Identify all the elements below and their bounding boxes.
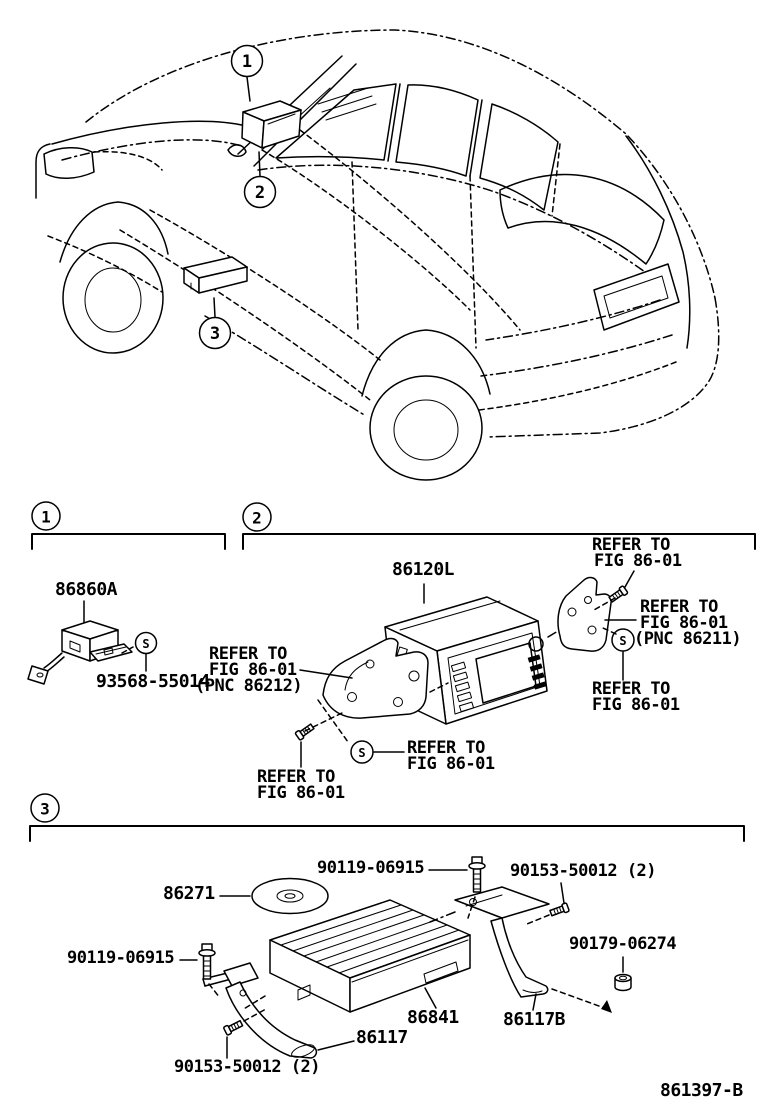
screw-symbol-1-letter: S xyxy=(142,637,150,651)
amplifier-drawing xyxy=(270,900,470,1012)
section-1-header xyxy=(32,502,225,549)
cd-disc-drawing xyxy=(220,879,328,914)
car-callout-1-number: 1 xyxy=(241,52,253,72)
car-callout-2-number: 2 xyxy=(254,183,266,203)
screw-symbol-2-letter: S xyxy=(358,746,366,760)
section-2-header xyxy=(243,503,755,549)
section-3-number: 3 xyxy=(40,799,50,819)
ref-left-line3: (PNC 86212) xyxy=(195,676,303,696)
ref-top-right-line2: FIG 86-01 xyxy=(594,551,682,571)
ref-lower-right-line2: FIG 86-01 xyxy=(592,695,680,715)
car-callout-2 xyxy=(245,177,276,208)
part-label-bracket-left: 86117 xyxy=(356,1027,408,1048)
screw-bottom-90153-drawing xyxy=(223,1019,243,1035)
in-car-amplifier xyxy=(184,257,247,293)
car-callout-3 xyxy=(200,318,231,349)
section-2-number: 2 xyxy=(252,508,262,528)
figure-code: 861397-B xyxy=(660,1080,743,1101)
ref-left-line1: REFER TO xyxy=(209,644,287,664)
section-1-number: 1 xyxy=(41,507,51,527)
ref-lower-right-line1: REFER TO xyxy=(592,679,670,699)
ref-mid-right-line3: (PNC 86211) xyxy=(634,629,742,649)
screw-symbol-3 xyxy=(612,629,634,651)
ref-bottom-left-line1: REFER TO xyxy=(257,767,335,787)
part-label-screw-right: 90153-50012 (2) xyxy=(510,861,657,881)
screw-symbol-2 xyxy=(351,741,373,763)
car-illustration xyxy=(36,30,719,480)
arrow-head xyxy=(601,1000,612,1013)
screw-symbol-3-letter: S xyxy=(619,634,627,648)
part-label-bolt-top: 90119-06915 xyxy=(317,858,425,878)
bolt-left-drawing xyxy=(199,944,215,979)
ref-center-line2: FIG 86-01 xyxy=(407,754,495,774)
screw-symbol-1 xyxy=(136,633,157,654)
screw-right-90153-drawing xyxy=(549,903,569,918)
car-callout-3-number: 3 xyxy=(209,324,221,344)
ref-mid-right-line1: REFER TO xyxy=(640,597,718,617)
ref-top-right-line1: REFER TO xyxy=(592,535,670,555)
part-label-disc: 86271 xyxy=(163,883,215,904)
part-label-bolt-left: 90119-06915 xyxy=(67,948,175,968)
in-car-head-unit xyxy=(242,101,301,148)
ref-mid-right-line2: FIG 86-01 xyxy=(640,613,728,633)
part-label-antenna: 86860A xyxy=(55,579,118,600)
car-callout-1 xyxy=(232,46,263,77)
ref-bottom-left-line2: FIG 86-01 xyxy=(257,783,345,803)
part-label-nut: 90179-06274 xyxy=(569,934,677,954)
ref-center-line1: REFER TO xyxy=(407,738,485,758)
nut-drawing xyxy=(615,975,631,991)
part-label-screw-bottom: 90153-50012 (2) xyxy=(174,1057,321,1077)
section-3-header xyxy=(30,794,744,841)
part-label-amplifier: 86841 xyxy=(407,1007,459,1028)
part-label-head-unit: 86120L xyxy=(392,559,455,580)
part-label-bracket-right: 86117B xyxy=(503,1009,566,1030)
ref-left-line2: FIG 86-01 xyxy=(209,660,297,680)
bolt-top-drawing xyxy=(469,857,485,892)
part-label-cord: 93568-55014 xyxy=(96,671,210,692)
